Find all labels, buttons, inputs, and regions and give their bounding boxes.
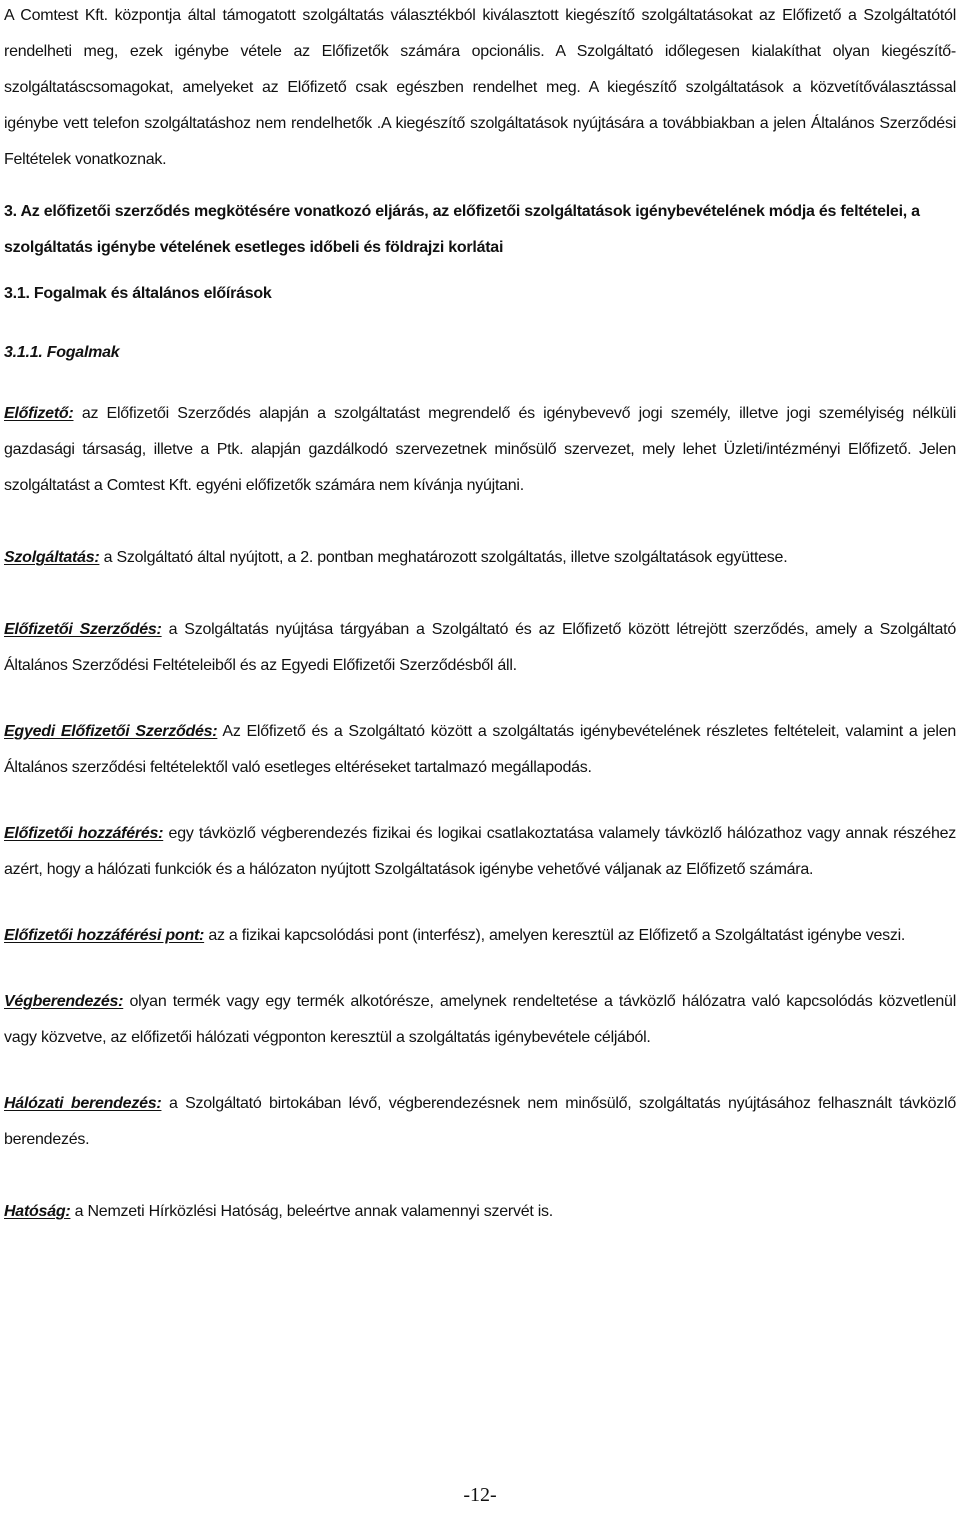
section-3-1-heading: 3.1. Fogalmak és általános előírások	[4, 285, 272, 302]
definition-term: Előfizetői hozzáférés:	[4, 825, 164, 842]
definition-text: az a fizikai kapcsolódási pont (interfész), amelyen keresztül az Előfizető a Szolgáltatást igénybe veszi.	[204, 927, 906, 944]
section-3-heading: 3. Az előfizetői szerződés megkötésére vonatkozó eljárás, az előfizetői szolgáltatások igénybevételének módja és feltételei, a szolgáltatás igénybe vételének esetleges időbeli és földrajzi korlátai	[4, 203, 920, 256]
definition-elofizetoi-hozzaferes	[4, 816, 956, 888]
definition-text: olyan termék vagy egy termék alkotórésze, amelynek rendeltetése a távközlő hálózatra való kapcsolódás közvetlenül vagy közvetve, az előfizetői hálózati végponton keresztül a szolgáltatás igénybevétele céljából.	[4, 993, 956, 1046]
definition-halozati-berendezes	[4, 1086, 956, 1158]
page-number: -12-	[463, 1484, 497, 1506]
definition-text: az Előfizetői Szerződés alapján a szolgáltatást megrendelő és igénybevevő jogi személy, illetve jogi személyiség nélküli gazdasági társaság, illetve a Ptk. alapján gazdálkodó szervezetnek minősülő szervezet, mely lehet Üzleti/intézményi Előfizető. Jelen szolgáltatást a Comtest Kft. egyéni előfizetők számára nem kívánja nyújtani.	[4, 405, 956, 494]
definition-term: Előfizető:	[4, 405, 74, 422]
definition-egyedi-elofizetoi-szerzodes	[4, 714, 956, 786]
definition-elofizetoi-hozzaferesi-pont	[4, 918, 956, 954]
definition-text: egy távközlő végberendezés fizikai és logikai csatlakoztatása valamely távközlő hálózathoz vagy annak részéhez azért, hogy a hálózati funkciók és a hálózaton nyújtott Szolgáltatások igénybe vehetővé váljanak az Előfizető számára.	[4, 825, 956, 878]
definition-term: Hatóság:	[4, 1203, 71, 1220]
definition-text: a Szolgáltatás nyújtása tárgyában a Szolgáltató és az Előfizető között létrejött szerződés, amely a Szolgáltató Általános Szerződési Feltételeiből és az Egyedi Előfizetői Szerződésből áll.	[4, 621, 956, 674]
definition-elofizeto	[4, 396, 956, 504]
definition-term: Előfizetői Szerződés:	[4, 621, 162, 638]
definition-szolgaltatas	[4, 540, 956, 576]
definition-term: Egyedi Előfizetői Szerződés:	[4, 723, 218, 740]
definition-text: a Nemzeti Hírközlési Hatóság, beleértve annak valamennyi szervét is.	[70, 1203, 553, 1220]
definition-text: a Szolgáltató birtokában lévő, végberendezésnek nem minősülő, szolgáltatás nyújtásához felhasznált távközlő berendezés.	[4, 1095, 957, 1148]
intro-paragraph: A Comtest Kft. központja által támogatott szolgáltatás választékból kiválasztott kiegészítő szolgáltatásokat az Előfizető a Szolgáltatótól rendelheti meg, ezek igénybe vétele az Előfizetők számára opcionális. A Szolgáltató időlegesen kialakíthat olyan kiegészítő-szolgáltatáscsomagokat, amelyeket az Előfizető csak egészben rendelhet meg. A kiegészítő szolgáltatások a közvetítőválasztással igénybe vett telefon szolgáltatáshoz nem rendelhetők .A kiegészítő szolgáltatások nyújtására a továbbiakban a jelen Általános Szerződési Feltételek vonatkoznak.	[4, 7, 956, 168]
section-3-1-1-heading: 3.1.1. Fogalmak	[4, 344, 120, 361]
definition-elofizetoi-szerzodes	[4, 612, 956, 684]
definition-term: Hálózati berendezés:	[4, 1095, 162, 1112]
definition-hatosag	[4, 1194, 956, 1230]
document-body	[4, 0, 956, 1230]
definition-term: Előfizetői hozzáférési pont:	[4, 927, 205, 944]
definition-vegberendezes	[4, 984, 956, 1056]
definition-text: Az Előfizető és a Szolgáltató között a szolgáltatás igénybevételének részletes feltételeit, valamint a jelen Általános szerződési feltételektől való esetleges eltéréseket tartalmazó megállapodás.	[4, 723, 956, 776]
definition-text: a Szolgáltató által nyújtott, a 2. pontban meghatározott szolgáltatás, illetve szolgáltatások együttese.	[99, 549, 788, 566]
definition-term: Szolgáltatás:	[4, 549, 100, 566]
definition-term: Végberendezés:	[4, 993, 124, 1010]
